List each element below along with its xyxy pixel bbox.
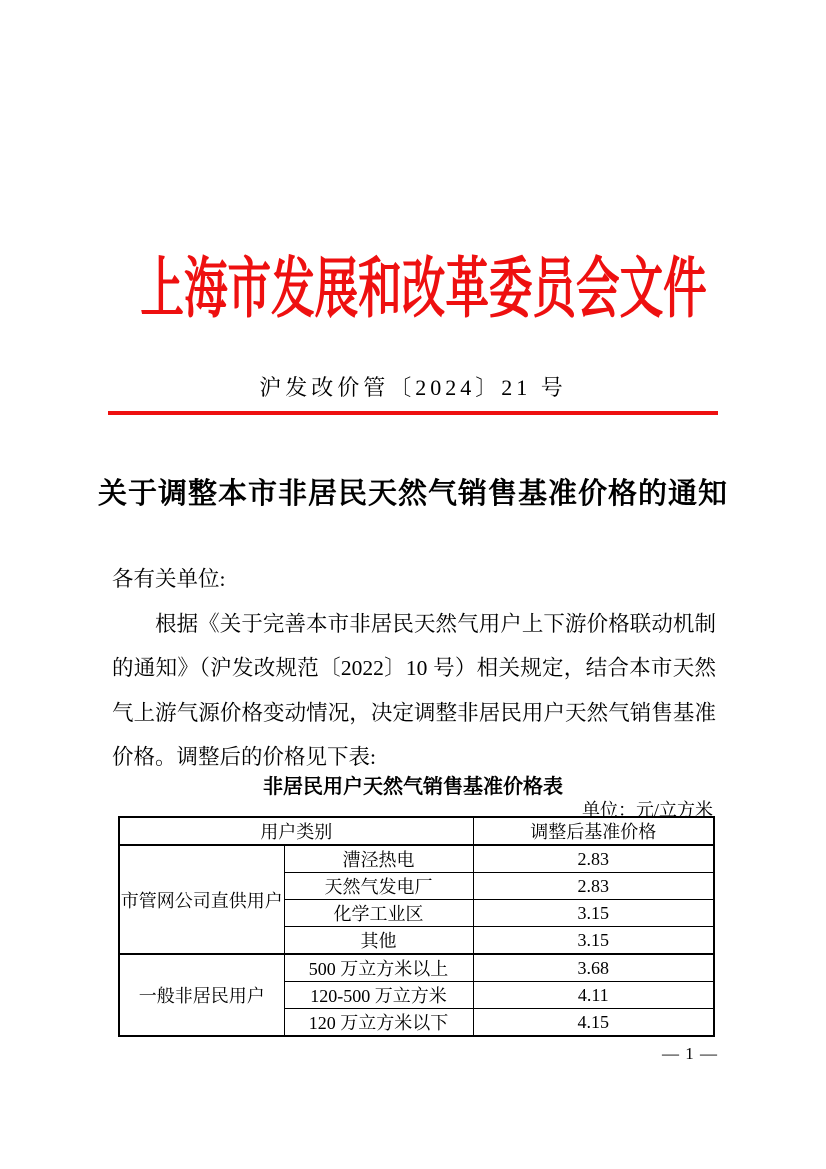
table-header-row xyxy=(119,817,714,845)
price-cell: 2.83 xyxy=(473,873,714,900)
document-body xyxy=(112,557,716,780)
document-title: 关于调整本市非居民天然气销售基准价格的通知 xyxy=(97,478,728,510)
category-cell: 120 万立方米以下 xyxy=(284,1009,473,1037)
price-cell: 4.15 xyxy=(473,1009,714,1037)
category-cell: 天然气发电厂 xyxy=(284,873,473,900)
group-cell-direct-supply-users: 市管网公司直供用户 xyxy=(119,845,284,954)
price-cell: 3.15 xyxy=(473,900,714,927)
table-row xyxy=(119,954,714,982)
category-cell: 漕泾热电 xyxy=(284,845,473,873)
document-number: 沪发改价管〔2024〕21 号 xyxy=(259,375,567,400)
table-header-category: 用户类别 xyxy=(119,817,473,845)
category-cell: 120-500 万立方米 xyxy=(284,982,473,1009)
category-cell: 其他 xyxy=(284,927,473,955)
table-title: 非居民用户天然气销售基准价格表 xyxy=(263,776,563,798)
group-cell-general-nonresident-users: 一般非居民用户 xyxy=(119,954,284,1036)
agency-header-title: 上海市发展和改革委员会文件 xyxy=(140,253,707,326)
table-row xyxy=(119,845,714,873)
price-cell: 4.11 xyxy=(473,982,714,1009)
price-cell: 3.68 xyxy=(473,954,714,982)
price-cell: 3.15 xyxy=(473,927,714,955)
page-number: — 1 — xyxy=(662,1044,718,1063)
red-divider-rule xyxy=(108,411,718,415)
category-cell: 500 万立方米以上 xyxy=(284,954,473,982)
salutation: 各有关单位: xyxy=(112,567,226,591)
table-header-price: 调整后基准价格 xyxy=(473,817,714,845)
price-cell: 2.83 xyxy=(473,845,714,873)
body-paragraph: 根据《关于完善本市非居民天然气用户上下游价格联动机制的通知》（沪发改规范〔2022〕10 号）相关规定，结合本市天然气上游气源价格变动情况，决定调整非居民用户天然气销售基准价格。调整后的价格见下表: xyxy=(112,611,716,769)
price-table xyxy=(118,816,715,1037)
category-cell: 化学工业区 xyxy=(284,900,473,927)
table-unit-label: 单位：元/立方米 xyxy=(581,800,713,820)
